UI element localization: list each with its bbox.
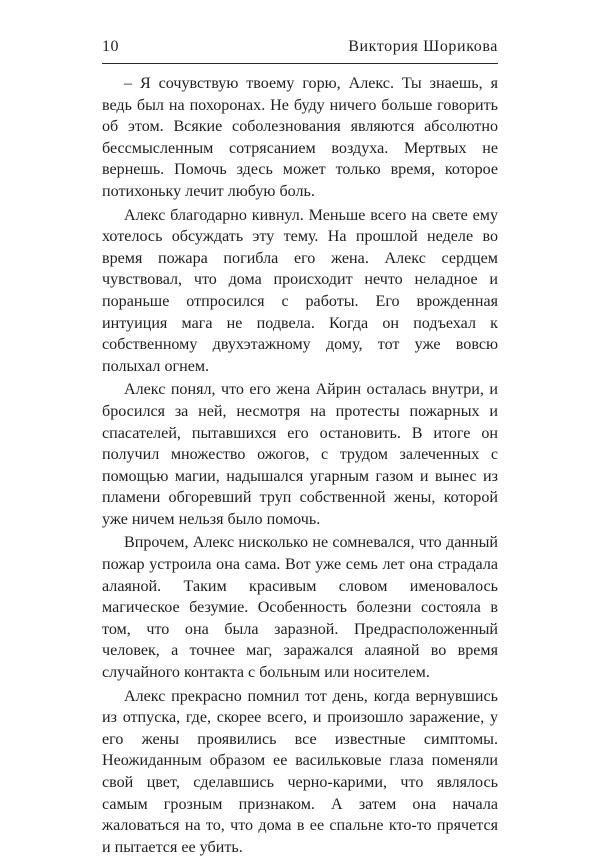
body-text bbox=[102, 73, 498, 858]
page-header bbox=[102, 38, 498, 56]
header-rule bbox=[102, 63, 498, 64]
running-title: Виктория Шорикова bbox=[348, 38, 498, 55]
paragraph: Алекс благодарно кивнул. Меньше всего на свете ему хотелось обсуждать эту тему. На прошлой неделе во время пожара погибла его жена. Алекс сердцем чувствовал, что дома происходит нечто неладное и пораньше отпросился с работы. Его врожденная интуиция мага не подвела. Когда он подъехал к собственному двухэтажному дому, тот уже вовсю полыхал огнем. bbox=[102, 206, 498, 375]
paragraph: – Я сочувствую твоему горю, Алекс. Ты знаешь, я ведь был на похоронах. Не буду ничего больше говорить об этом. Всякие соболезнования являются абсолютно бессмысленным сотрясанием воздуха. Мертвых не вернешь. Помочь здесь может только время, которое потихоньку лечит любую боль. bbox=[102, 75, 498, 200]
paragraph: Алекс прекрасно помнил тот день, когда вернувшись из отпуска, где, скорее всего, и произошло заражение, у его жены проявились все известные симптомы. Неожиданным образом ее васильковые глаза поменяли свой цвет, сделавшись черно-карими, что являлось самым грозным признаком. А затем она начала жаловаться на то, что дома в ее спальне кто-то прячется и пытается ее убить. bbox=[102, 687, 498, 856]
paragraph: Впрочем, Алекс нисколько не сомневался, что данный пожар устроила она сама. Вот уже семь лет она страдала алаяной. Таким красивым словом именовалось магическое безумие. Особенность болезни состояла в том, что она была заразной. Предрасположенный человек, а точнее маг, заражался алаяной во время случайного контакта с больным или носителем. bbox=[102, 534, 498, 682]
paragraph: Алекс понял, что его жена Айрин осталась внутри, и бросился за ней, несмотря на протесты пожарных и спасателей, пытавшихся его остановить. В итоге он получил множество ожогов, с трудом залеченных с помощью магии, надышался угарным газом и вынес из пламени обгоревший труп собственной жены, которой уже ничем нельзя было помочь. bbox=[102, 381, 498, 528]
page-number: 10 bbox=[102, 38, 119, 55]
